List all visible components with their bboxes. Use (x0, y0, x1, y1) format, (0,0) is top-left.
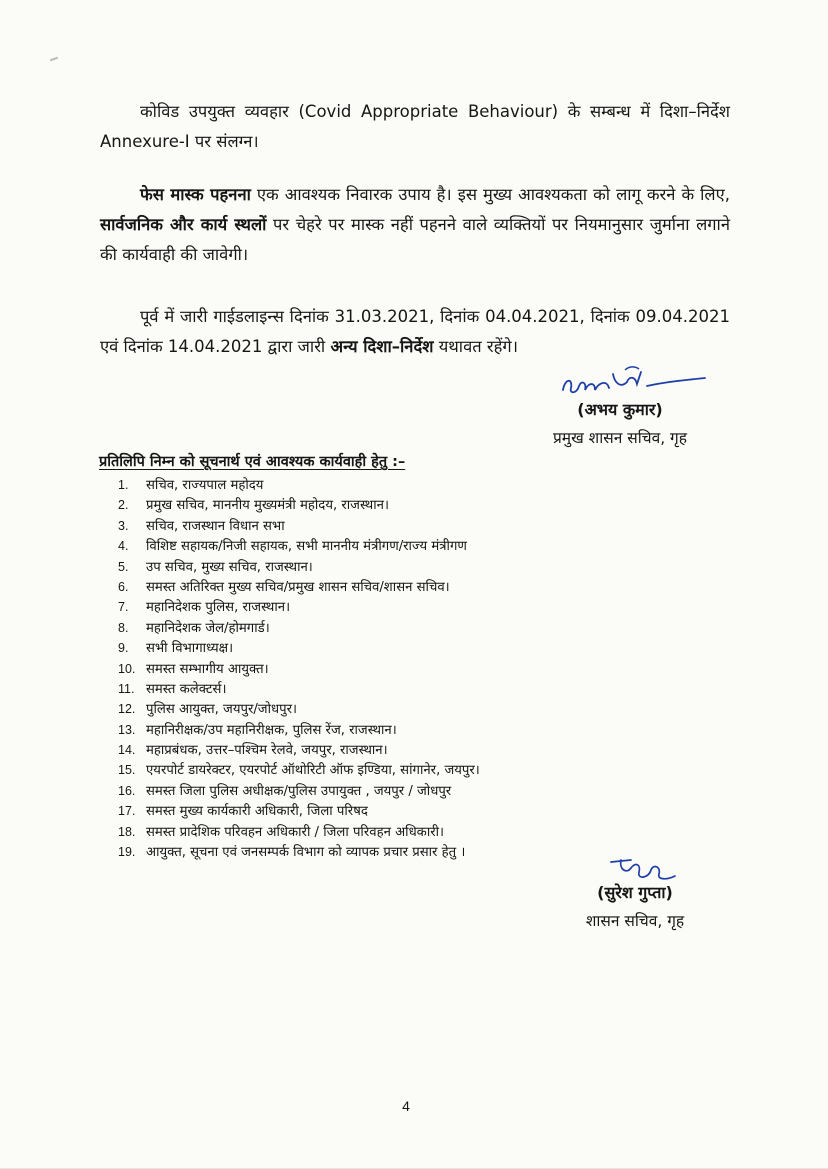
paragraph-covid-behaviour (100, 97, 730, 157)
list-text: आयुक्त, सूचना एवं जनसम्पर्क विभाग को व्यापक प्रचार प्रसार हेतु । (146, 845, 466, 861)
list-text: समस्त प्रादेशिक परिवहन अधिकारी / जिला परिवहन अधिकारी। (146, 824, 445, 840)
list-item (118, 659, 678, 679)
list-number: 17. (118, 804, 136, 819)
paragraph-previous-guidelines (100, 302, 730, 362)
list-item (118, 720, 678, 740)
bold-public-workplaces: सार्वजनिक और कार्य स्थलों (100, 215, 267, 234)
list-number: 5. (118, 559, 129, 574)
list-number: 14. (118, 743, 136, 758)
list-text: विशिष्ट सहायक/निजी सहायक, सभी माननीय मंत्रीगण/राज्य मंत्रीगण (146, 539, 467, 555)
list-item (118, 699, 678, 719)
list-item (118, 822, 678, 842)
list-text: उप सचिव, मुख्य सचिव, राजस्थान। (146, 559, 313, 575)
list-number: 19. (118, 845, 136, 860)
list-number: 13. (118, 722, 136, 737)
bold-other-directions: अन्य दिशा–निर्देश (330, 337, 434, 356)
paragraph-text: पूर्व में जारी गाईडलाइन्स दिनांक 31.03.2021, दिनांक 04.04.2021, दिनांक 09.04.2021 एवं दिनांक 14.04.2021 द्वारा जारी (100, 307, 730, 356)
list-item (118, 536, 678, 556)
list-number: 6. (118, 579, 129, 594)
list-item (118, 618, 678, 638)
list-text: महानिरीक्षक/उप महानिरीक्षक, पुलिस रेंज, राजस्थान। (146, 722, 397, 738)
list-number: 16. (118, 783, 136, 798)
list-item (118, 557, 678, 577)
list-item (118, 679, 678, 699)
signatory-name-2: (सुरेश गुप्ता) (597, 883, 673, 902)
list-text: सचिव, राज्यपाल महोदय (146, 478, 264, 493)
list-item (118, 597, 678, 617)
list-item (118, 781, 678, 801)
list-item (118, 495, 678, 515)
list-item (118, 577, 678, 597)
list-number: 4. (118, 539, 129, 554)
list-text: महानिदेशक पुलिस, राजस्थान। (146, 600, 291, 616)
list-text: सचिव, राजस्थान विधान सभा (146, 518, 285, 534)
bold-face-mask: फेस मास्क पहनना (140, 185, 251, 204)
list-item (118, 842, 678, 862)
list-text: समस्त सम्भागीय आयुक्त। (146, 661, 269, 677)
list-number: 1. (118, 478, 129, 492)
list-number: 15. (118, 763, 136, 778)
paragraph-text: यथावत रहेंगे। (433, 337, 518, 356)
list-number: 11. (118, 681, 135, 696)
list-item (118, 760, 678, 780)
list-text: समस्त कलेक्टर्स। (146, 681, 227, 697)
list-text: समस्त मुख्य कार्यकारी अधिकारी, जिला परिषद (146, 804, 368, 820)
paragraph-text: पर चेहरे पर मास्क नहीं पहनने वाले व्यक्तियों पर नियमानुसार जुर्माना लगाने की कार्यवाही की जावेगी। (100, 215, 730, 264)
list-text: एयरपोर्ट डायरेक्टर, एयरपोर्ट ऑथोरिटी ऑफ इण्डिया, सांगानेर, जयपुर। (146, 763, 480, 779)
list-item (118, 475, 678, 495)
page-number: 4 (402, 1098, 410, 1114)
list-number: 3. (118, 518, 129, 533)
cc-heading: प्रतिलिपि निम्न को सूचनार्थ एवं आवश्यक कार्यवाही हेतु :– (99, 454, 406, 470)
signatory-title-2: शासन सचिव, गृह (585, 912, 685, 930)
list-text: महानिदेशक जेल/होमगार्ड। (146, 620, 270, 636)
list-number: 10. (118, 661, 136, 676)
list-number: 2. (118, 498, 129, 513)
list-number: 18. (118, 824, 136, 839)
paragraph-face-mask (100, 180, 730, 270)
signature-block-1 (520, 398, 720, 448)
list-number: 12. (118, 702, 136, 717)
list-number: 9. (118, 641, 129, 656)
list-text: महाप्रबंधक, उत्तर–पश्चिम रेलवे, जयपुर, राजस्थान। (146, 743, 388, 759)
list-item (118, 638, 678, 658)
list-text: सभी विभागाध्यक्ष। (146, 641, 234, 657)
cc-list (118, 475, 678, 862)
signatory-title-1: प्रमुख शासन सचिव, गृह (552, 429, 688, 447)
list-number: 8. (118, 620, 129, 635)
list-number: 7. (118, 600, 129, 615)
list-text: पुलिस आयुक्त, जयपुर/जोधपुर। (146, 702, 298, 718)
list-item (118, 740, 678, 760)
paragraph-text: एक आवश्यक निवारक उपाय है। इस मुख्य आवश्यकता को लागू करने के लिए, (250, 185, 730, 204)
list-item (118, 516, 678, 536)
list-text: समस्त अतिरिक्त मुख्य सचिव/प्रमुख शासन सचिव/शासन सचिव। (146, 579, 450, 595)
list-text: प्रमुख सचिव, माननीय मुख्यमंत्री महोदय, राजस्थान। (146, 498, 389, 514)
paragraph-text: कोविड उपयुक्त व्यवहार (Covid Appropriate Behaviour) के सम्बन्ध में दिशा–निर्देश Annexure-I पर संलग्न। (100, 102, 730, 151)
list-item (118, 801, 678, 821)
signature-block-2 (545, 881, 725, 931)
list-text: समस्त जिला पुलिस अधीक्षक/पुलिस उपायुक्त , जयपुर / जोधपुर (146, 783, 452, 799)
signatory-name-1: (अभय कुमार) (577, 400, 663, 419)
